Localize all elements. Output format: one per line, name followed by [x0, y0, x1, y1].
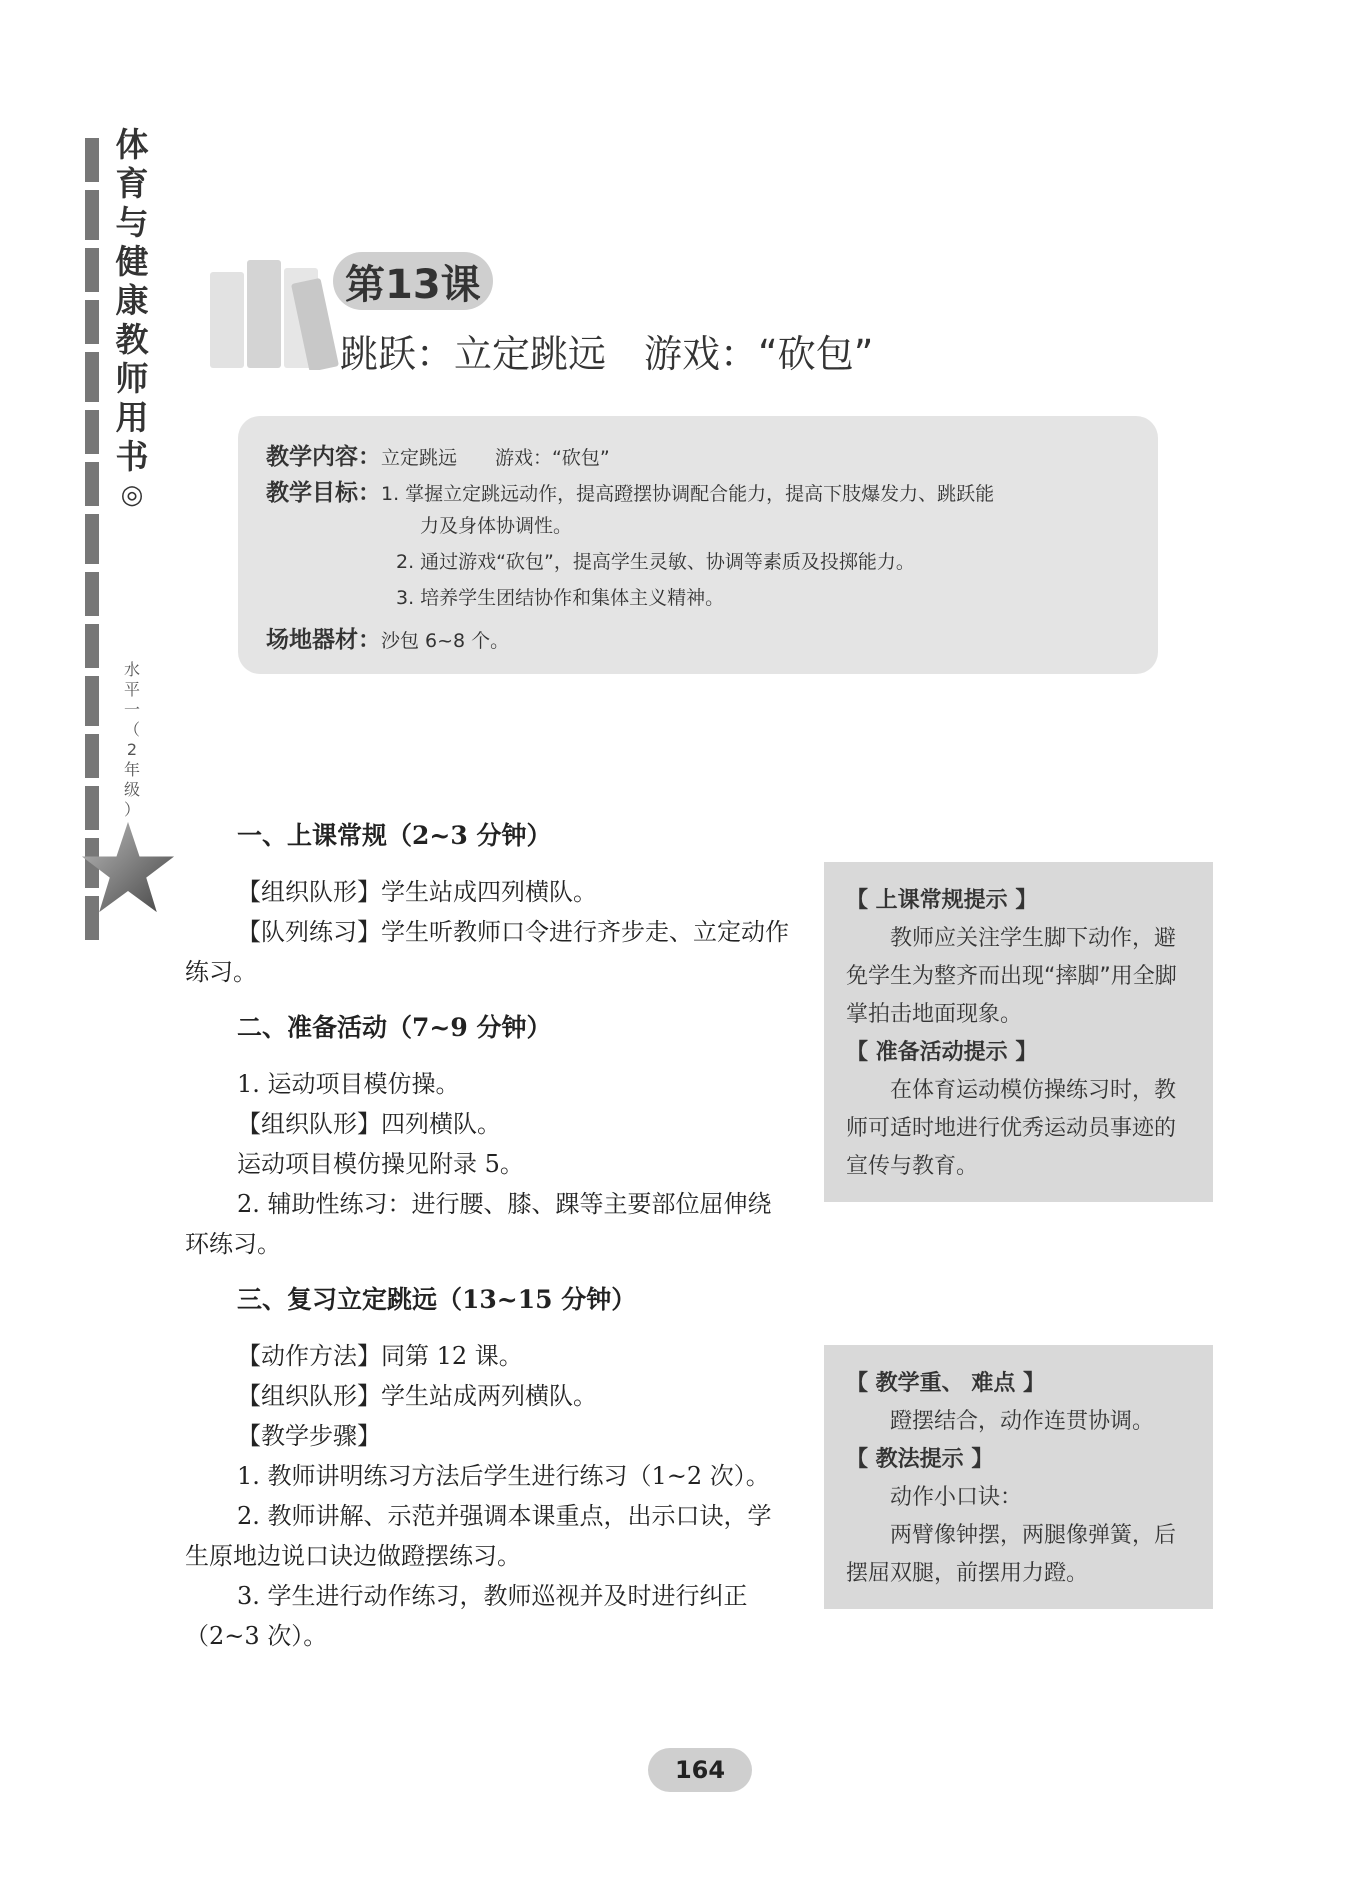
tip-heading: 【 上课常规提示 】 — [846, 888, 1038, 913]
paragraph: 2. 教师讲解、示范并强调本课重点，出示口诀，学生原地边说口诀边做蹬摆练习。 — [185, 1502, 772, 1570]
lesson-title: 跳跃：立定跳远 游戏：“砍包” — [340, 332, 874, 376]
goal-line: 3. 培养学生团结协作和集体主义精神。 — [396, 587, 725, 609]
tip-text: 动作小口诀： — [890, 1485, 1023, 1510]
lesson-number-badge: 第13课 — [333, 252, 493, 310]
equipment-row: 场地器材：沙包 6~8 个。 — [266, 627, 510, 653]
goals-row: 教学目标：1. 掌握立定跳远动作，提高蹬摆协调配合能力，提高下肢爆发力、跳跃能 — [266, 480, 995, 506]
tip-heading: 【 教法提示 】 — [846, 1447, 994, 1472]
goal-line: 2. 通过游戏“砍包”，提高学生灵敏、协调等素质及投掷能力。 — [396, 551, 915, 573]
tip-heading: 【 教学重、 难点 】 — [846, 1371, 1045, 1396]
section-heading: 二、准备活动（7~9 分钟） — [237, 1013, 552, 1042]
paragraph: 1. 教师讲明练习方法后学生进行练习（1~2 次）。 — [237, 1462, 770, 1490]
paragraph: 【组织队形】学生站成四列横队。 — [237, 878, 597, 906]
tip-text: 两臂像钟摆，两腿像弹簧，后摆屈双腿，前摆用力蹬。 — [846, 1523, 1177, 1586]
goal-line: 力及身体协调性。 — [420, 515, 573, 537]
book-title: 体 育 与 健 康 教 师 用 书 ◎ — [115, 125, 149, 510]
paragraph: 运动项目模仿操见附录 5。 — [237, 1150, 524, 1178]
main-text — [185, 800, 795, 1656]
section-heading: 三、复习立定跳远（13~15 分钟） — [237, 1285, 637, 1314]
section-heading: 一、上课常规（2~3 分钟） — [237, 821, 552, 850]
books-icon — [205, 250, 345, 374]
paragraph: 2. 辅助性练习：进行腰、膝、踝等主要部位屈伸绕环练习。 — [185, 1190, 772, 1258]
paragraph: 1. 运动项目模仿操。 — [237, 1070, 460, 1098]
teaching-info-box — [238, 416, 1158, 674]
page-number: 164 — [648, 1748, 752, 1792]
grade-level: 水 平 一 （ 2 年 级 ） — [123, 660, 140, 819]
content-row: 教学内容：立定跳远 游戏：“砍包” — [266, 444, 610, 470]
paragraph: 【组织队形】四列横队。 — [237, 1110, 501, 1138]
paragraph: 【动作方法】同第 12 课。 — [237, 1342, 523, 1370]
tip-box-routine — [824, 862, 1213, 1202]
tip-text: 蹬摆结合，动作连贯协调。 — [890, 1409, 1155, 1434]
tip-box-keypoints — [824, 1345, 1213, 1609]
tip-text: 在体育运动模仿操练习时，教师可适时地进行优秀运动员事迹的宣传与教育。 — [846, 1078, 1177, 1179]
paragraph: 【队列练习】学生听教师口令进行齐步走、立定动作练习。 — [185, 918, 789, 986]
tip-text: 教师应关注学生脚下动作，避免学生为整齐而出现“摔脚”用全脚掌拍击地面现象。 — [846, 926, 1177, 1027]
paragraph: 【教学步骤】 — [237, 1422, 381, 1450]
paragraph: 【组织队形】学生站成两列横队。 — [237, 1382, 597, 1410]
tip-heading: 【 准备活动提示 】 — [846, 1040, 1038, 1065]
star-icon — [80, 820, 176, 920]
paragraph: 3. 学生进行动作练习，教师巡视并及时进行纠正（2~3 次）。 — [185, 1582, 748, 1650]
